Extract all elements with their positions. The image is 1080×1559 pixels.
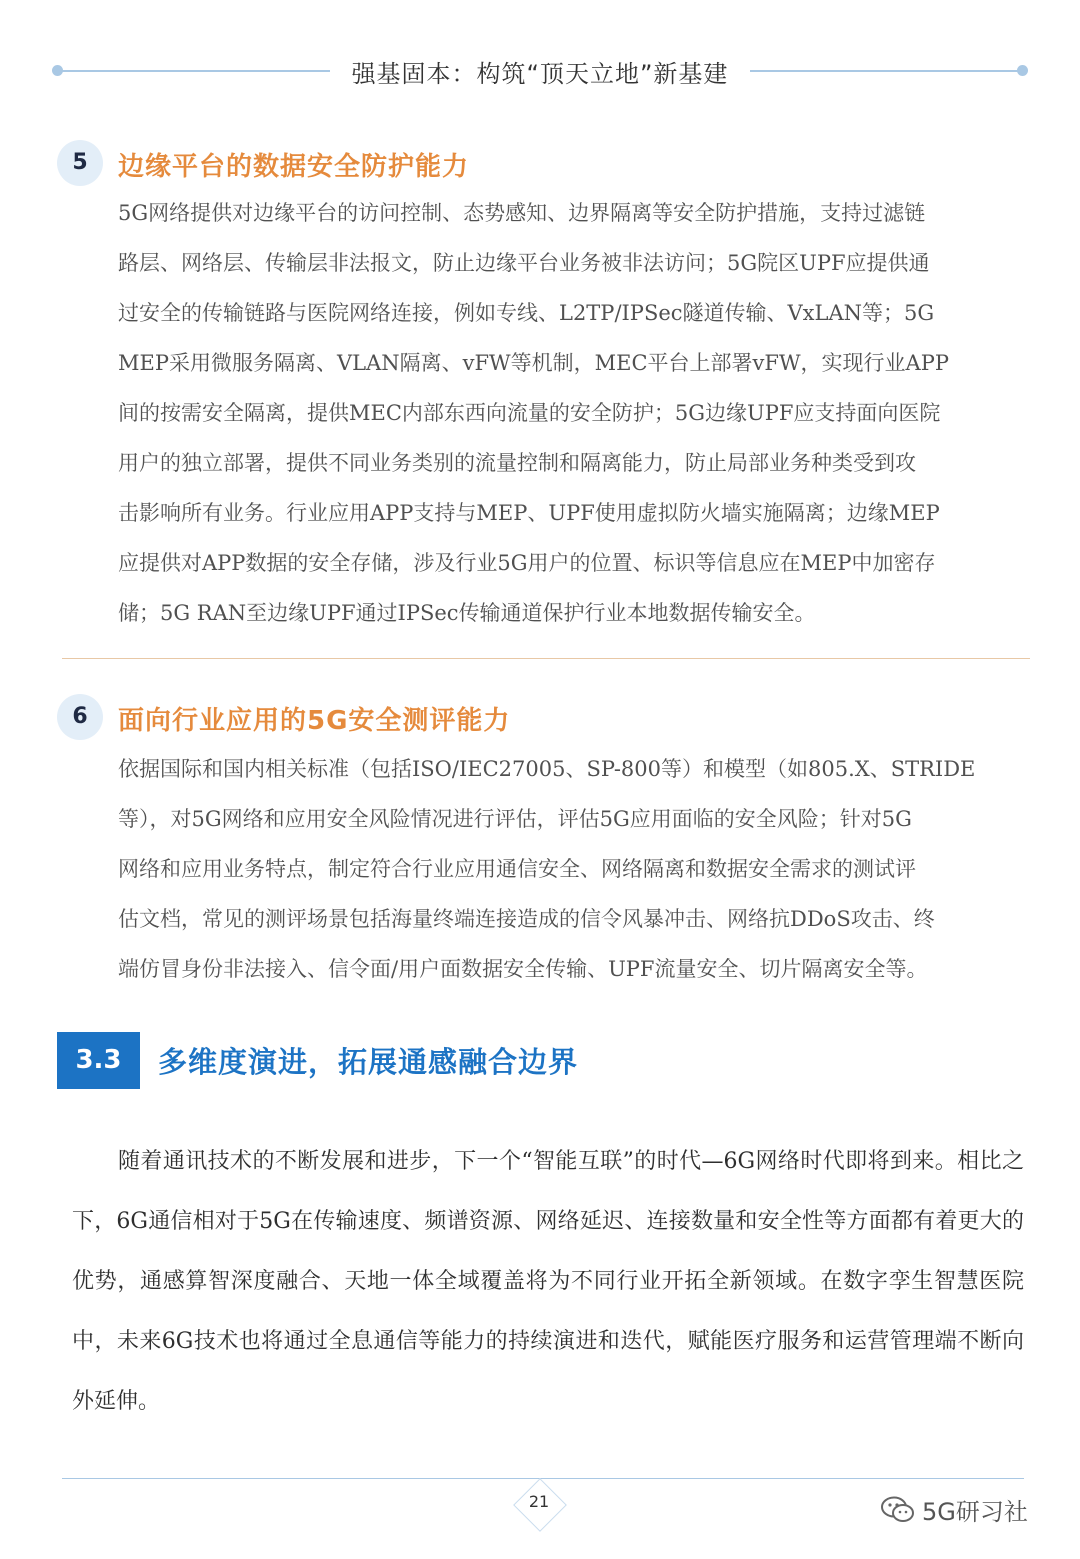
text-line: 击影响所有业务。行业应用APP支持与MEP、UPF使用虚拟防火墙实施隔离；边缘MEP bbox=[118, 501, 940, 525]
text-line: 网络和应用业务特点，制定符合行业应用通信安全、网络隔离和数据安全需求的测试评 bbox=[118, 857, 916, 881]
item-title: 边缘平台的数据安全防护能力 bbox=[118, 152, 470, 182]
watermark-text: 5G研习社 bbox=[922, 1498, 1028, 1526]
section-number-badge: 3.3 bbox=[57, 1032, 140, 1089]
text-line: 5G网络提供对边缘平台的访问控制、态势感知、边界隔离等安全防护措施，支持过滤链 bbox=[118, 201, 926, 225]
item-title: 面向行业应用的5G安全测评能力 bbox=[118, 706, 511, 736]
header-left-line bbox=[58, 70, 330, 72]
watermark bbox=[880, 1492, 1028, 1527]
item-number-badge: 6 bbox=[57, 694, 103, 740]
item-number-badge: 5 bbox=[57, 140, 103, 186]
item-body bbox=[118, 188, 1018, 638]
section-paragraph: 随着通讯技术的不断发展和进步，下一个“智能互联”的时代—6G网络时代即将到来。相比之下，6G通信相对于5G在传输速度、频谱资源、网络延迟、连接数量和安全性等方面都有着更大的优势，通感算智深度融合、天地一体全域覆盖将为不同行业开拓全新领域。在数字孪生智慧医院中，未来6G技术也将通过全息通信等能力的持续演进和迭代，赋能医疗服务和运营管理端不断向外延伸。 bbox=[72, 1149, 1024, 1414]
text-line: 端仿冒身份非法接入、信令面/用户面数据安全传输、UPF流量安全、切片隔离安全等。 bbox=[118, 957, 928, 981]
page-number: 21 bbox=[528, 1492, 550, 1511]
text-line: 路层、网络层、传输层非法报文，防止边缘平台业务被非法访问；5G院区UPF应提供通 bbox=[118, 251, 930, 275]
header-right-line bbox=[750, 70, 1022, 72]
text-line: 应提供对APP数据的安全存储，涉及行业5G用户的位置、标识等信息应在MEP中加密存 bbox=[118, 551, 936, 575]
section-divider bbox=[62, 658, 1030, 659]
header-right-dot bbox=[1017, 65, 1028, 76]
text-line: 依据国际和国内相关标准（包括ISO/IEC27005、SP-800等）和模型（如805.X、STRIDE bbox=[118, 757, 976, 781]
page-header-title: 强基固本：构筑“顶天立地”新基建 bbox=[351, 60, 729, 88]
text-line: 间的按需安全隔离，提供MEC内部东西向流量的安全防护；5G边缘UPF应支持面向医院 bbox=[118, 401, 941, 425]
text-line: 等），对5G网络和应用安全风险情况进行评估，评估5G应用面临的安全风险；针对5G bbox=[118, 807, 912, 831]
text-line: 过安全的传输链路与医院网络连接，例如专线、L2TP/IPSec隧道传输、VxLAN等；5G bbox=[118, 301, 935, 325]
text-line: 储；5G RAN至边缘UPF通过IPSec传输通道保护行业本地数据传输安全。 bbox=[118, 601, 816, 625]
text-line: 估文档，常见的测评场景包括海量终端连接造成的信令风暴冲击、网络抗DDoS攻击、终 bbox=[118, 907, 935, 931]
item-body bbox=[118, 744, 1018, 994]
footer-line bbox=[62, 1478, 1024, 1479]
section-title: 多维度演进，拓展通感融合边界 bbox=[158, 1045, 579, 1079]
text-line: MEP采用微服务隔离、VLAN隔离、vFW等机制，MEC平台上部署vFW，实现行业APP bbox=[118, 351, 949, 375]
wechat-icon bbox=[880, 1495, 916, 1525]
text-line: 用户的独立部署，提供不同业务类别的流量控制和隔离能力，防止局部业务种类受到攻 bbox=[118, 451, 916, 475]
